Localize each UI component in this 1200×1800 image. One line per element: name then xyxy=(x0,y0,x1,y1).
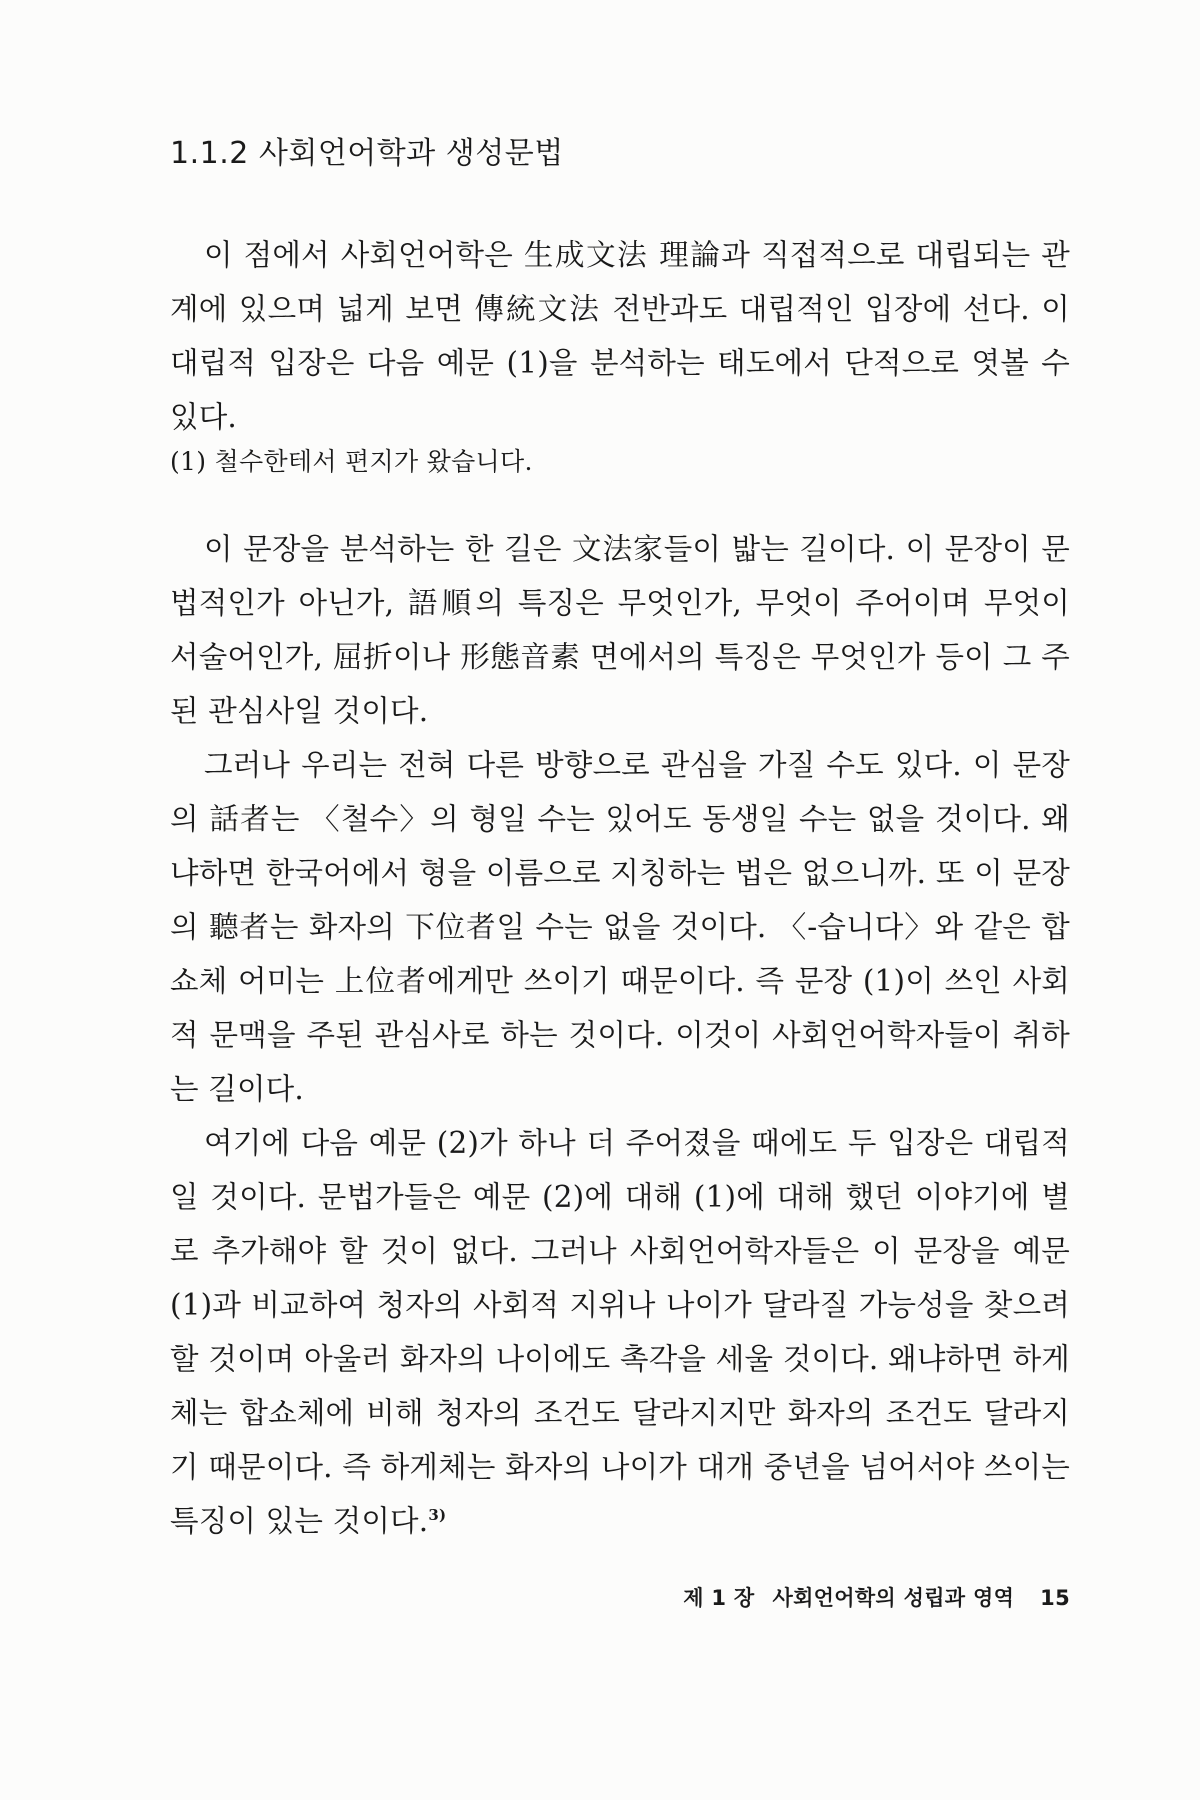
footnote-reference[interactable]: 3) xyxy=(428,1506,447,1525)
body-section-1 xyxy=(170,228,1070,444)
paragraph: 그러나 우리는 전혀 다른 방향으로 관심을 가질 수도 있다. 이 문장의 話者는 〈철수〉의 형일 수는 있어도 동생일 수는 없을 것이다. 왜냐하면 한국어에서 형을 이름으로 지칭하는 법은 없으니까. 또 이 문장의 聽者는 화자의 下位者일 수는 없을 것이다. 〈-습니다〉와 같은 합쇼체 어미는 上位者에게만 쓰이기 때문이다. 즉 문장 (1)이 쓰인 사회적 문맥을 주된 관심사로 하는 것이다. 이것이 사회언어학자들이 취하는 길이다. xyxy=(170,748,1070,1106)
paragraph-text: 여기에 다음 예문 (2)가 하나 더 주어졌을 때에도 두 입장은 대립적일 것이다. 문법가들은 예문 (2)에 대해 (1)에 대해 했던 이야기에 별로 추가해야 할 것이 없다. 그러나 사회언어학자들은 이 문장을 예문 (1)과 비교하여 청자의 사회적 지위나 나이가 달라질 가능성을 찾으려 할 것이며 아울러 화자의 나이에도 촉각을 세울 것이다. 왜냐하면 하게체는 합쇼체에 비해 청자의 조건도 달라지지만 화자의 조건도 달라지기 때문이다. 즉 하게체는 화자의 나이가 대개 중년을 넘어서야 쓰이는 특징이 있는 것이다. xyxy=(170,1126,1070,1538)
paragraph-with-footnote xyxy=(170,1116,1070,1548)
section-heading: 1.1.2 사회언어학과 생성문법 xyxy=(170,136,564,171)
chapter-title: 사회언어학의 성립과 영역 xyxy=(772,1586,1015,1610)
paragraph: 이 문장을 분석하는 한 길은 文法家들이 밟는 길이다. 이 문장이 문법적인가 아닌가, 語順의 특징은 무엇인가, 무엇이 주어이며 무엇이 서술어인가, 屈折이나 形態音素 면에서의 특징은 무엇인가 등이 그 주된 관심사일 것이다. xyxy=(170,532,1070,728)
page-number: 15 xyxy=(1040,1586,1070,1610)
body-section-2 xyxy=(170,522,1070,1548)
running-footer xyxy=(580,1582,1070,1612)
chapter-number: 제 1 장 xyxy=(683,1586,755,1610)
paragraph: 이 점에서 사회언어학은 生成文法 理論과 직접적으로 대립되는 관계에 있으며 넓게 보면 傳統文法 전반과도 대립적인 입장에 선다. 이 대립적 입장은 다음 예문 (1)을 분석하는 태도에서 단적으로 엿볼 수 있다. xyxy=(170,238,1070,434)
example-sentence-1: (1) 철수한테서 편지가 왔습니다. xyxy=(170,447,533,476)
